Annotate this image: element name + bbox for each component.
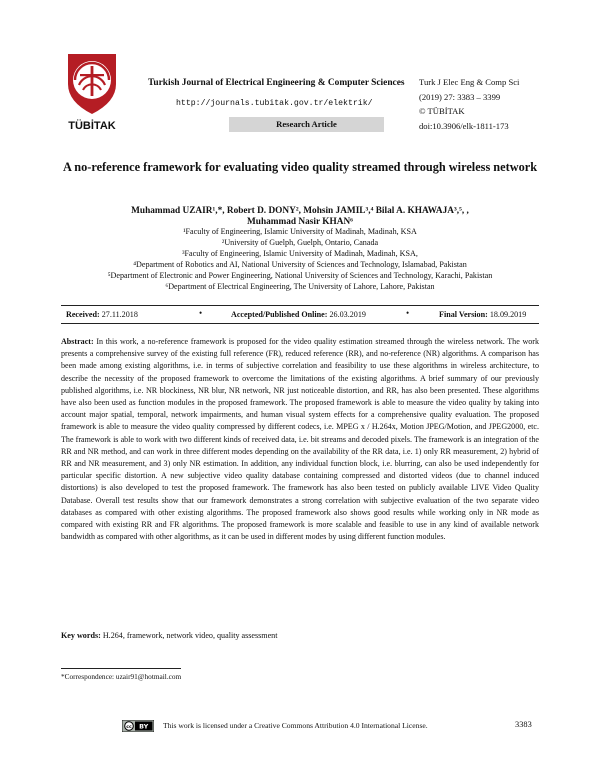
article-type-badge: Research Article [229,117,384,132]
accepted-value: 26.03.2019 [329,310,366,319]
citation-volume: (2019) 27: 3383 – 3399 [419,92,501,102]
accepted-label: Accepted/Published Online: [231,310,328,319]
correspondence-label: *Correspondence: [61,672,115,681]
footnote-rule [61,668,181,669]
affiliation-6: ⁶Department of Electrical Engineering, The University of Lahore, Lahore, Pakistan [165,281,435,291]
license-statement: This work is licensed under a Creative Commons Attribution 4.0 International License. [163,721,428,730]
accepted-date [231,310,366,319]
journal-url[interactable]: http://journals.tubitak.gov.tr/elektrik/ [176,99,373,108]
authors-line-2: Muhammad Nasir KHAN⁶ [247,217,353,227]
correspondence-email[interactable]: uzair91@hotmail.com [115,672,182,681]
dates-bottom-rule [61,323,539,324]
final-label: Final Version: [439,310,488,319]
keywords [61,631,539,640]
authors-line-1: Muhammad UZAIR¹,*, Robert D. DONY², Mohsin JAMIL³,⁴ Bilal A. KHAWAJA³,⁵, , [131,206,469,216]
cc-badge-text: BY [139,722,149,731]
final-value: 18.09.2019 [489,310,527,319]
affiliation-4: ⁴Department of Robotics and AI, National University of Sciences and Technology, Islamabad, Pakistan [133,259,467,269]
affiliation-5: ⁵Department of Electronic and Power Engineering, National University of Sciences and Technology, Karachi, Pakistan [107,270,493,280]
date-separator: • [199,308,203,318]
abstract-text: In this work, a no-reference framework is proposed for the video quality estimation streamed through the wireless network. The work presents a comprehensive survey of the existing full reference (FR), reduced reference (RR), and no-reference (NR) algorithms. A comparison has been made among existing algorithms, i.e. in terms of subjective correlation and feasibility to use these algorithms in wireless architecture, to describe the necessity of the proposed framework to overcome the limitations of the existing algorithms. A brief summary of our previously published algorithms, i.e. NR blockiness, NR blur, NR network, NR just noticeable distortion, and RR, has also been presented. These algorithms have also been used as function modules in the proposed framework. The proposed framework is able to measure the video quality by taking into account major spatial, temporal, network impairments, and human visual system effects for a comprehensive quality evaluation. The proposed framework is able to measure the video quality compressed by different codecs, i.e. MPEG x / H.264x, Motion JPEG/Motion, and JPEG2000, etc. The framework is able to work with two different kinds of received data, i.e. bit streams and decoded pixels. The framework is an integration of the RR and NR method, and can work in three different modes depending on the availability of the RR data, i.e. 1) only RR measurement, 2) hybrid of RR and NR measurement, and 3) only NR estimation. In addition, any individual function block, i.e. blurring, can also be used independently for particular specific distortion. A new subjective video quality database containing compressed and distorted videos (due to channel induced distortions) is also developed to test the proposed framework. The framework has also been tested on publicly available LIVE Video Quality Database. Overall test results show that our framework demonstrates a strong correlation with subjective evaluation of the two separate video databases as compared with other existing algorithms. The proposed framework also shows good results while working only in NR mode as compared with existing RR and FR algorithms. The proposed framework is more scalable and feasible to use in any kind of available network bandwidth as compared with other algorithms, as it can be used in different modes by using different function modules. [61,337,539,542]
keywords-label: Key words: [61,631,101,640]
keywords-text: H.264, framework, network video, quality assessment [102,631,278,640]
page-number: 3383 [515,720,532,729]
dates-top-rule [61,305,539,306]
received-date [66,310,138,319]
journal-name: Turkish Journal of Electrical Engineering & Computer Sciences [148,78,405,88]
abstract-label: Abstract: [61,337,94,346]
affiliation-3: ³Faculty of Engineering, Islamic University of Madinah, Madinah, KSA, [182,248,418,258]
doi[interactable]: doi:10.3906/elk-1811-173 [419,121,509,131]
received-value: 27.11.2018 [101,310,138,319]
tubitak-logo [62,50,122,132]
received-label: Received: [66,310,100,319]
final-version-date [439,310,526,319]
abstract [61,336,539,543]
affiliation-2: ²University of Guelph, Guelph, Ontario, Canada [221,237,379,247]
affiliation-1: ¹Faculty of Engineering, Islamic University of Madinah, Madinah, KSA [183,227,417,236]
paper-title: A no-reference framework for evaluating video quality streamed through wireless network [62,160,538,174]
date-separator: • [406,308,410,318]
correspondence-footnote [61,672,181,681]
svg-text:cc: cc [126,725,132,730]
copyright: © TÜBİTAK [419,106,465,116]
cc-by-license-badge[interactable] [122,720,154,732]
author-list [40,206,560,228]
affiliation-list [20,227,580,292]
tubitak-emblem-icon [68,54,116,114]
publisher-name: TÜBİTAK [68,120,116,132]
citation-short: Turk J Elec Eng & Comp Sci [419,77,520,87]
